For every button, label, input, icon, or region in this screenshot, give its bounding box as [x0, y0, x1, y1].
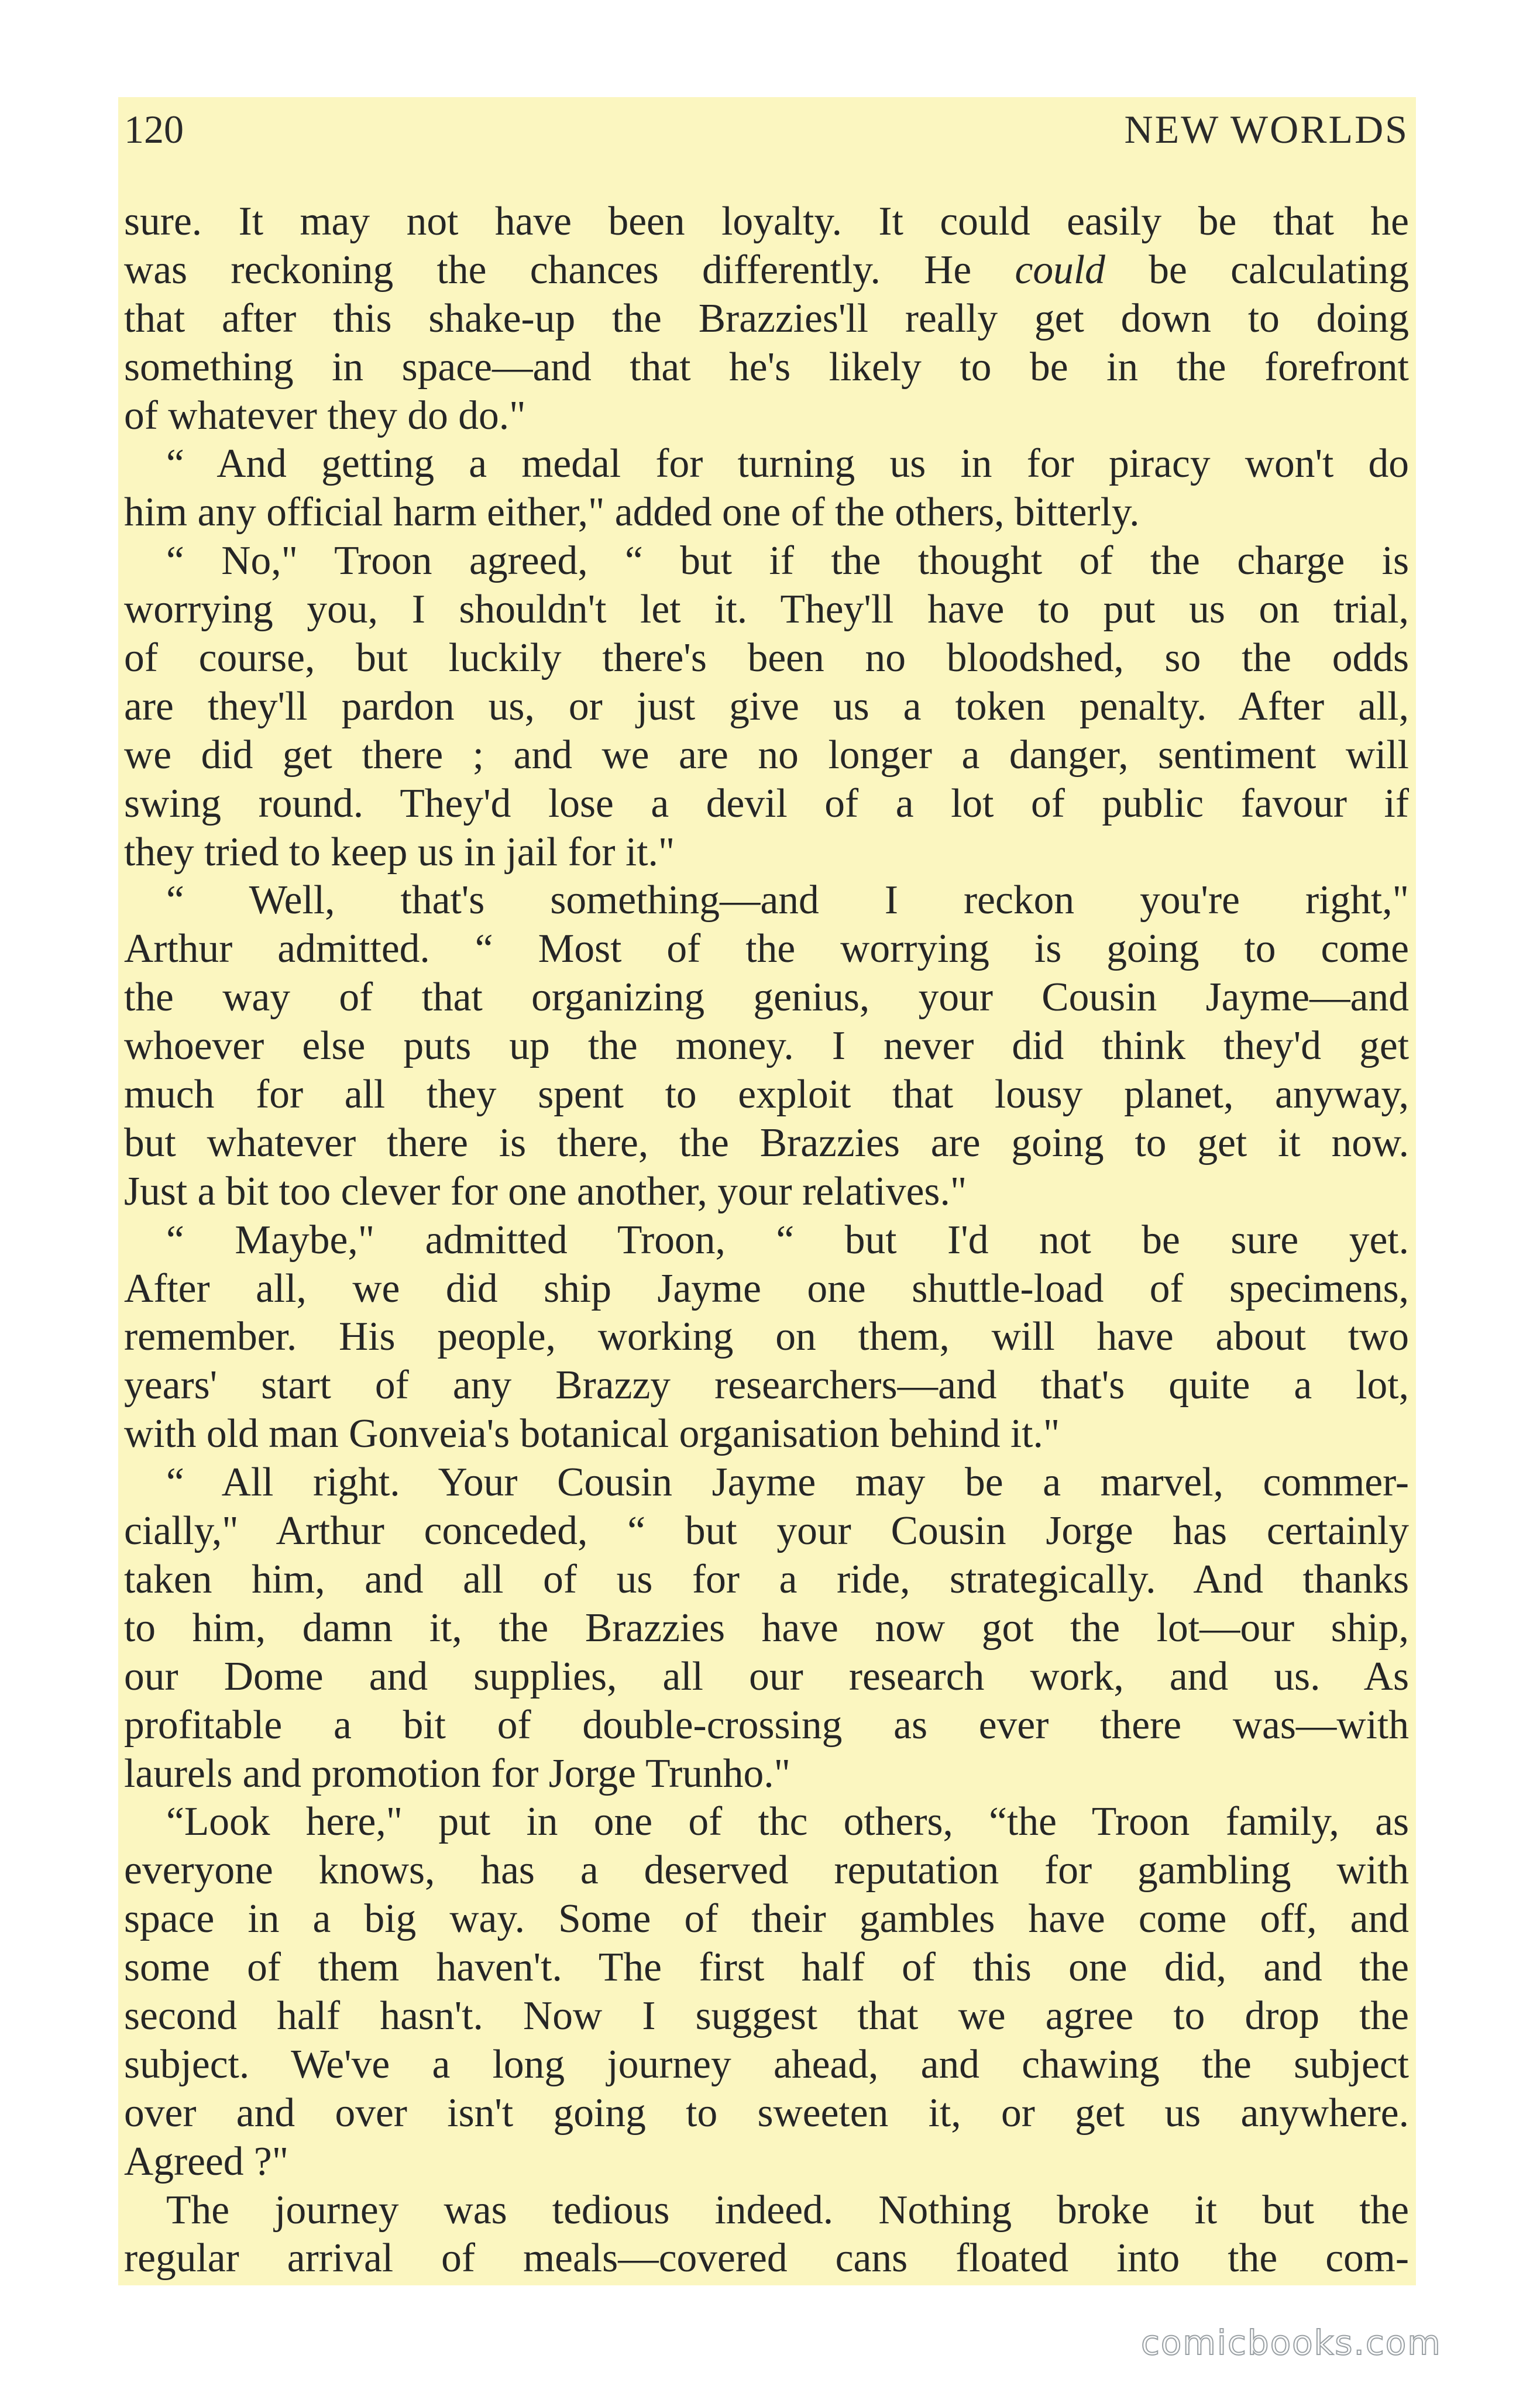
text-line: we did get there ; and we are no longer a danger, sentiment will [124, 732, 1409, 778]
book-page [118, 97, 1416, 2285]
text-line: regular arrival of meals—covered cans floated into the com- [124, 2236, 1409, 2281]
text-line: Just a bit too clever for one another, your relatives." [124, 1168, 967, 1214]
text-line: worrying you, I shouldn't let it. They'll have to put us on trial, [124, 587, 1409, 632]
text-line: remember. His people, working on them, will have about two [124, 1314, 1409, 1360]
text-line: the way of that organizing genius, your Cousin Jayme—and [124, 975, 1409, 1020]
text-line: that after this shake-up the Brazzies'll really get down to doing [124, 295, 1409, 341]
text-line: “ Well, that's something—and I reckon you're right," [166, 878, 1409, 923]
text-line: of whatever they do do." [124, 393, 526, 438]
text-line: laurels and promotion for Jorge Trunho." [124, 1751, 791, 1796]
text-line: Agreed ?" [124, 2139, 289, 2184]
text-line: are they'll pardon us, or just give us a token penalty. After all, [124, 683, 1409, 729]
text-line: swing round. They'd lose a devil of a lot of public favour if [124, 781, 1409, 826]
text-line: they tried to keep us in jail for it." [124, 829, 675, 875]
text-line: some of them haven't. The first half of this one did, and the [124, 1945, 1409, 1990]
text-line: years' start of any Brazzy researchers—and that's quite a lot, [124, 1363, 1409, 1408]
text-line: was reckoning the chances differently. He could be calculating [124, 247, 1409, 293]
text-line: but whatever there is there, the Brazzies are going to get it now. [124, 1120, 1409, 1166]
text-line: “ And getting a medal for turning us in for piracy won't do [166, 441, 1409, 487]
text-line: him any official harm either," added one of the others, bitterly. [124, 490, 1140, 535]
text-line: of course, but luckily there's been no bloodshed, so the odds [124, 635, 1409, 681]
text-line: The journey was tedious indeed. Nothing broke it but the [166, 2187, 1409, 2233]
text-line: sure. It may not have been loyalty. It could easily be that he [124, 199, 1409, 244]
text-line: to him, damn it, the Brazzies have now got the lot—our ship, [124, 1605, 1409, 1651]
page-header [124, 97, 1409, 161]
text-line: “ Maybe," admitted Troon, “ but I'd not be sure yet. [166, 1217, 1409, 1263]
text-line: with old man Gonveia's botanical organisation behind it." [124, 1411, 1060, 1457]
text-line: taken him, and all of us for a ride, strategically. And thanks [124, 1556, 1409, 1602]
text-line: “ All right. Your Cousin Jayme may be a marvel, commer- [166, 1460, 1409, 1505]
body-text [124, 198, 1409, 2283]
text-line: our Dome and supplies, all our research work, and us. As [124, 1653, 1409, 1699]
text-line: After all, we did ship Jayme one shuttle-load of specimens, [124, 1266, 1409, 1311]
text-line: over and over isn't going to sweeten it, or get us anywhere. [124, 2090, 1409, 2136]
text-line: second half hasn't. Now I suggest that we agree to drop the [124, 1993, 1409, 2038]
text-line: “Look here," put in one of thc others, “the Troon family, as [166, 1799, 1409, 1845]
page-number: 120 [124, 106, 184, 152]
running-title: NEW WORLDS [1124, 106, 1409, 152]
emphasis: could [1015, 247, 1105, 293]
text-line: whoever else puts up the money. I never did think they'd get [124, 1023, 1409, 1069]
text-line: subject. We've a long journey ahead, and chawing the subject [124, 2041, 1409, 2087]
text-line: much for all they spent to exploit that lousy planet, anyway, [124, 1072, 1409, 1118]
text-line: profitable a bit of double-crossing as ever there was—with [124, 1702, 1409, 1748]
text-line: Arthur admitted. “ Most of the worrying is going to come [124, 926, 1409, 972]
text-line: everyone knows, has a deserved reputation for gambling with [124, 1848, 1409, 1893]
text-line: cially," Arthur conceded, “ but your Cousin Jorge has certainly [124, 1508, 1409, 1554]
text-line: “ No," Troon agreed, “ but if the thought of the charge is [166, 538, 1409, 584]
text-line: something in space—and that he's likely to be in the forefront [124, 344, 1409, 390]
watermark: comicbooks.com [1141, 2323, 1442, 2363]
text-line: space in a big way. Some of their gambles have come off, and [124, 1896, 1409, 1942]
